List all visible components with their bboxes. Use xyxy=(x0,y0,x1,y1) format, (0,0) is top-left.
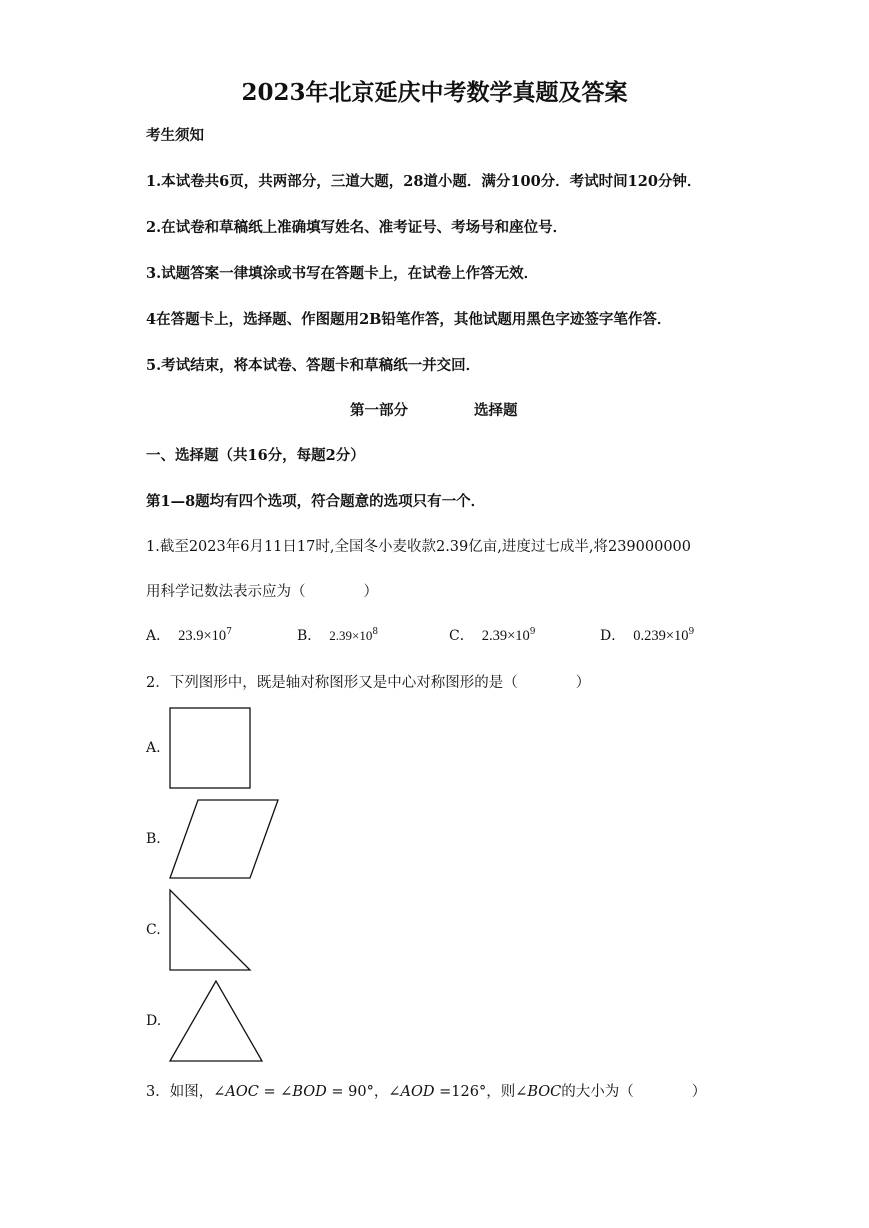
q2-option-a-square[interactable] xyxy=(168,706,254,792)
q3-stem xyxy=(146,1080,706,1101)
q3-angle-boc: ∠BOC xyxy=(515,1084,562,1100)
q3-sep: ， xyxy=(373,1084,389,1100)
q2-option-c-right-triangle[interactable] xyxy=(168,888,254,974)
q1-option-a-exp: 7 xyxy=(226,627,232,637)
q3-val2: =126° xyxy=(434,1084,487,1100)
q1-option-d[interactable] xyxy=(600,625,694,645)
part-one-label: 第一部分 xyxy=(350,402,408,419)
q1-option-c-exp: 9 xyxy=(529,627,536,637)
q3-angle-aoc: ∠AOC xyxy=(213,1084,259,1100)
section-one-instruction: 第1—8题均有四个选项，符合题意的选项只有一个． xyxy=(146,493,486,510)
q2-option-b-parallelogram[interactable] xyxy=(168,798,282,882)
q1-option-c-mantissa: 2.39×10 xyxy=(481,628,530,644)
q1-option-b-letter: B． xyxy=(297,628,322,644)
notice-item-3: 3.试题答案一律填涂或书写在答题卡上，在试卷上作答无效． xyxy=(146,265,539,282)
q3-suffix: 的大小为（ ） xyxy=(561,1084,707,1100)
q1-option-b[interactable] xyxy=(297,625,378,645)
q3-angle-bod: ∠BOD xyxy=(280,1084,327,1100)
q1-option-d-mantissa: 0.239×10 xyxy=(633,628,689,644)
page-title: 2023年北京延庆中考数学真题及答案 xyxy=(241,79,628,106)
q1-option-c-letter: C． xyxy=(449,628,474,644)
q1-option-c[interactable] xyxy=(449,625,536,645)
notice-item-1: 1.本试卷共6页，共两部分，三道大题，28道小题．满分100分．考试时间120分钟． xyxy=(146,173,702,190)
q3-prefix: 3．如图， xyxy=(146,1084,214,1100)
q3-eq1: = xyxy=(258,1084,281,1100)
q3-val1: = 90° xyxy=(326,1084,374,1100)
q1-option-a-mantissa: 23.9×10 xyxy=(178,628,227,644)
q1-option-d-letter: D． xyxy=(600,628,626,644)
q3-mid: ，则 xyxy=(486,1084,516,1100)
q1-option-a-letter: A． xyxy=(146,628,171,644)
q1-stem-line1: 1.截至2023年6月11日17时,全国冬小麦收款2.39亿亩,进度过七成半,将239000000 xyxy=(146,539,692,555)
q1-option-b-mantissa: 2.39×10 xyxy=(329,628,373,643)
q1-option-a[interactable] xyxy=(146,625,232,645)
notice-item-2: 2.在试卷和草稿纸上准确填写姓名、准考证号、考场号和座位号． xyxy=(146,219,568,236)
q2-option-d-equilateral-triangle[interactable] xyxy=(168,979,266,1065)
q2-option-d-letter[interactable]: D. xyxy=(146,1013,162,1029)
notice-item-5: 5.考试结束，将本试卷、答题卡和草稿纸一并交回． xyxy=(146,357,481,374)
q1-option-b-exp: 8 xyxy=(372,627,379,637)
part-one-name: 选择题 xyxy=(474,402,518,419)
section-one-heading: 一、选择题（共16分，每题2分） xyxy=(146,447,365,464)
q1-stem-line2: 用科学记数法表示应为（ ） xyxy=(146,584,378,600)
q2-option-a-letter[interactable]: A. xyxy=(146,740,161,756)
notice-item-4: 4在答题卡上，选择题、作图题用2B铅笔作答，其他试题用黑色字迹签字笔作答． xyxy=(146,311,672,328)
q3-angle-aod: ∠AOD xyxy=(388,1084,435,1100)
q2-option-c-letter[interactable]: C. xyxy=(146,922,161,938)
q1-option-d-exp: 9 xyxy=(688,627,695,637)
q2-option-b-letter[interactable]: B. xyxy=(146,831,161,847)
q2-stem: 2．下列图形中，既是轴对称图形又是中心对称图形的是（ ） xyxy=(146,675,591,691)
notice-heading: 考生须知 xyxy=(146,127,204,144)
